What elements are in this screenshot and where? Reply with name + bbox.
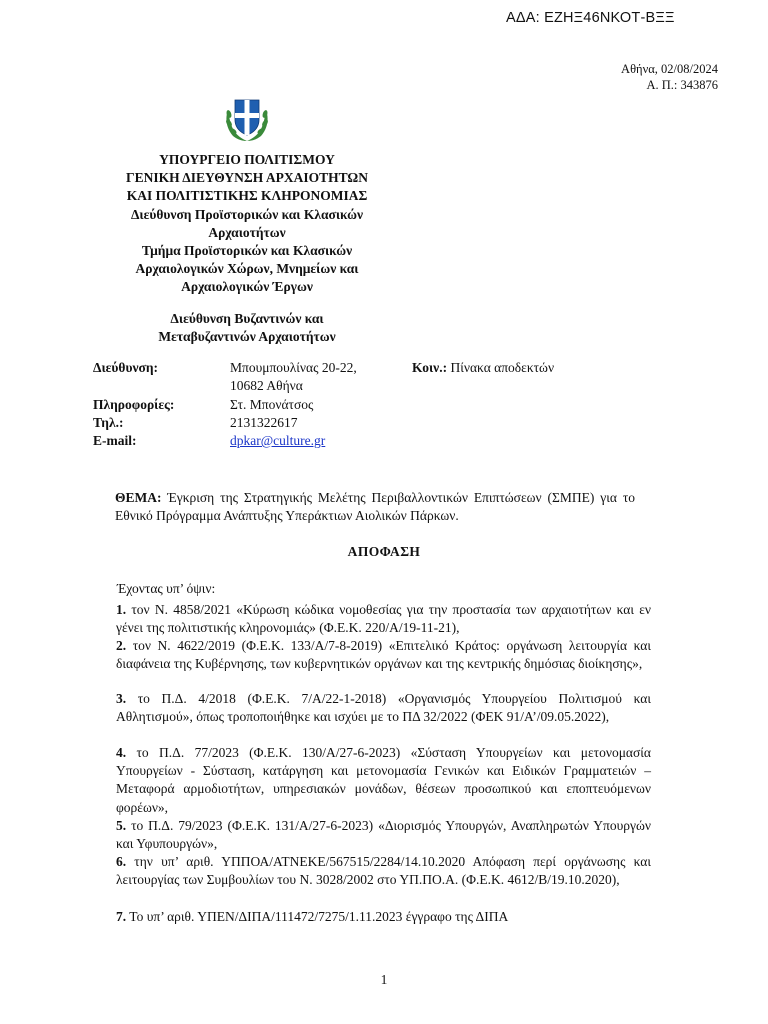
email-label: E-mail: — [93, 433, 137, 448]
consideration-item — [116, 908, 651, 926]
address-line-1: Μπουμπουλίνας 20-22, — [230, 360, 357, 375]
decision-title: ΑΠΟΦΑΣΗ — [347, 544, 421, 559]
item-text: τον Ν. 4622/2019 (Φ.Ε.Κ. 133/Α/7-8-2019) «Επιτελικό Κράτος: οργάνωση λειτουργία και διαφάνεια της Κυβέρνησης, των κυβερνητικών οργάνων και της κεντρικής δημόσιας διοίκησης», — [116, 638, 651, 672]
document-date: Αθήνα, 02/08/2024 — [621, 62, 718, 76]
item-number: 7. — [116, 909, 127, 924]
second-directorate-line-1: Διεύθυνση Βυζαντινών και — [170, 311, 324, 326]
considering-intro: Έχοντας υπ’ όψιν: — [117, 581, 216, 596]
item-text: την υπ’ αριθ. ΥΠΠΟΑ/ΑΤΝΕΚΕ/567515/2284/14.10.2020 Απόφαση περί οργάνωσης και λειτουργίας των Συμβουλίων του Ν. 3028/2002 στο ΥΠ.ΠΟ.Α. (Φ.Ε.Κ. 4612/Β/19.10.2020), — [116, 854, 651, 888]
general-directorate-line-1: ΓΕΝΙΚΗ ΔΙΕΥΘΥΝΣΗ ΑΡΧΑΙΟΤΗΤΩΝ — [126, 170, 368, 186]
item-number: 6. — [116, 854, 127, 869]
greek-coat-of-arms-icon — [224, 94, 270, 144]
general-directorate-line-2: ΚΑΙ ΠΟΛΙΤΙΣΤΙΚΗΣ ΚΛΗΡΟΝΟΜΙΑΣ — [126, 188, 368, 204]
department-line-1: Τμήμα Προϊστορικών και Κλασικών — [141, 243, 353, 259]
recipients — [412, 360, 554, 376]
page-number: 1 — [380, 972, 388, 987]
item-text: Το υπ’ αριθ. ΥΠΕΝ/ΔΙΠΑ/111472/7275/1.11.2023 έγγραφο της ΔΙΠΑ — [126, 909, 509, 924]
item-number: 5. — [116, 818, 127, 833]
item-number: 4. — [116, 745, 127, 760]
recipients-value: Πίνακα αποδεκτών — [447, 360, 555, 375]
consideration-item — [116, 637, 651, 673]
phone-label: Τηλ.: — [93, 415, 124, 430]
phone-value: 2131322617 — [230, 415, 298, 430]
item-text: το Π.Δ. 79/2023 (Φ.Ε.Κ. 131/Α/27-6-2023) «Διορισμός Υπουργών, Αναπληρωτών Υπουργών και Υφυπουργών», — [116, 818, 651, 852]
item-number: 1. — [116, 602, 127, 617]
info-value: Στ. Μπονάτσος — [230, 397, 314, 412]
consideration-item — [116, 601, 651, 637]
issuing-authority — [80, 151, 414, 297]
item-text: τον Ν. 4858/2021 «Κύρωση κώδικα νομοθεσίας για την προστασία των αρχαιοτήτων και εν γένει της πολιτιστικής κληρονομιάς» (Φ.Ε.Κ. 220/Α/19-11-21), — [116, 602, 651, 636]
protocol-number: Α. Π.: 343876 — [646, 78, 718, 92]
second-directorate-line-2: Μεταβυζαντινών Αρχαιοτήτων — [158, 329, 336, 345]
second-directorate — [80, 310, 414, 346]
subject — [115, 489, 635, 525]
consideration-item — [116, 853, 651, 889]
item-number: 2. — [116, 638, 127, 653]
subject-label: ΘΕΜΑ: — [115, 490, 162, 505]
directorate-line-2: Αρχαιοτήτων — [208, 224, 286, 240]
address-line-2: 10682 Αθήνα — [230, 378, 303, 393]
ada-code: ΑΔΑ: ΕΖΗΞ46ΝΚΟΤ-ΒΞΞ — [506, 10, 675, 26]
address-label: Διεύθυνση: — [93, 360, 159, 375]
email-link[interactable]: dpkar@culture.gr — [230, 433, 326, 448]
recipients-label: Κοιν.: — [412, 360, 448, 375]
directorate-line-1: Διεύθυνση Προϊστορικών και Κλασικών — [130, 206, 364, 222]
subject-text: Έγκριση της Στρατηγικής Μελέτης Περιβαλλοντικών Επιπτώσεων (ΣΜΠΕ) για το Εθνικό Πρόγραμμα Ανάπτυξης Υπεράκτιων Αιολικών Πάρκων. — [115, 490, 635, 524]
item-text: το Π.Δ. 77/2023 (Φ.Ε.Κ. 130/Α/27-6-2023) «Σύσταση Υπουργείων και μετονομασία Υπουργείων - Σύσταση, κατάργηση και μετονομασία Γενικών και Ειδικών Γραμματειών – Μεταφορά αρμοδιοτήτων, υπηρεσιακών μονάδων, θέσεων προσωπικού και εποπτευόμενων φορέων», — [116, 745, 651, 815]
consideration-item — [116, 817, 651, 853]
consideration-item — [116, 744, 651, 817]
consideration-item — [116, 690, 651, 726]
email-value[interactable] — [230, 433, 325, 449]
item-number: 3. — [116, 691, 127, 706]
ministry-name: ΥΠΟΥΡΓΕΙΟ ΠΟΛΙΤΙΣΜΟΥ — [159, 152, 335, 167]
department-line-3: Αρχαιολογικών Έργων — [181, 279, 313, 295]
department-line-2: Αρχαιολογικών Χώρων, Μνημείων και — [135, 261, 359, 277]
info-label: Πληροφορίες: — [93, 397, 175, 412]
item-text: το Π.Δ. 4/2018 (Φ.Ε.Κ. 7/Α/22-1-2018) «Οργανισμός Υπουργείου Πολιτισμού και Αθλητισμού», όπως τροποποιήθηκε και ισχύει με το ΠΔ 32/2022 (ΦΕΚ 91/Α’/09.05.2022), — [116, 691, 651, 725]
